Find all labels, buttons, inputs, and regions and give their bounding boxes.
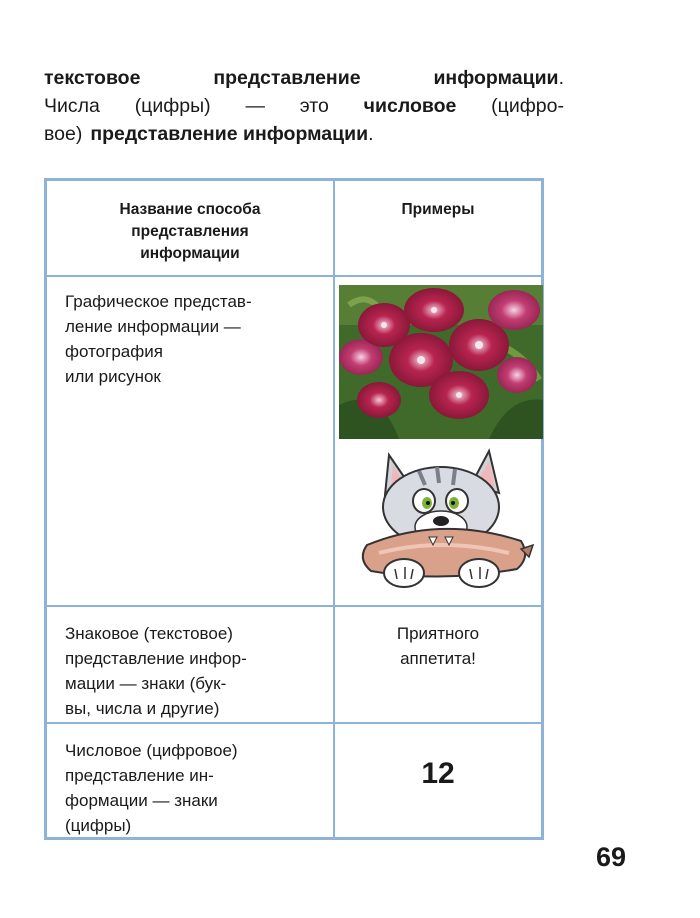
row-numeric-example: 12 <box>421 757 455 790</box>
flower-photo <box>339 285 543 439</box>
intro-word: — <box>245 95 265 117</box>
intro-paragraph <box>44 64 564 148</box>
intro-word: вое) <box>44 123 83 145</box>
page-number: 69 <box>596 842 627 872</box>
intro-word: это <box>299 95 329 117</box>
header-examples: Примеры <box>401 201 475 218</box>
header-method: Название способа представления информации <box>119 201 261 262</box>
intro-word: . <box>368 123 374 145</box>
row-graphic-method: Графическое представ- ление информации — фотография или рисунок <box>65 292 252 386</box>
row-divider <box>47 605 541 607</box>
intro-line-2 <box>44 92 564 120</box>
intro-word: (цифры) <box>134 95 211 117</box>
intro-line-1 <box>44 64 564 92</box>
intro-word: Числа <box>44 95 100 117</box>
intro-word: . <box>558 67 564 89</box>
row-sign-example: Приятного аппетита! <box>396 624 480 668</box>
cat-cartoon <box>349 445 535 591</box>
intro-term: представление <box>213 67 361 89</box>
intro-term: представление информации <box>90 123 369 145</box>
intro-term: информации <box>433 67 559 89</box>
intro-term: числовое <box>363 95 457 117</box>
intro-term: текстовое <box>44 67 141 89</box>
row-sign-method: Знаковое (текстовое) представление инфор- мации — знаки (бук- вы, числа и другие) <box>65 624 247 718</box>
row-divider <box>47 722 541 724</box>
row-numeric-method: Числовое (цифровое) представление ин- формации — знаки (цифры) <box>65 741 238 835</box>
row-divider <box>47 275 541 277</box>
info-representation-table <box>44 178 544 840</box>
column-divider <box>333 181 335 837</box>
intro-word: (цифро- <box>491 95 564 117</box>
intro-line-3 <box>44 120 564 148</box>
